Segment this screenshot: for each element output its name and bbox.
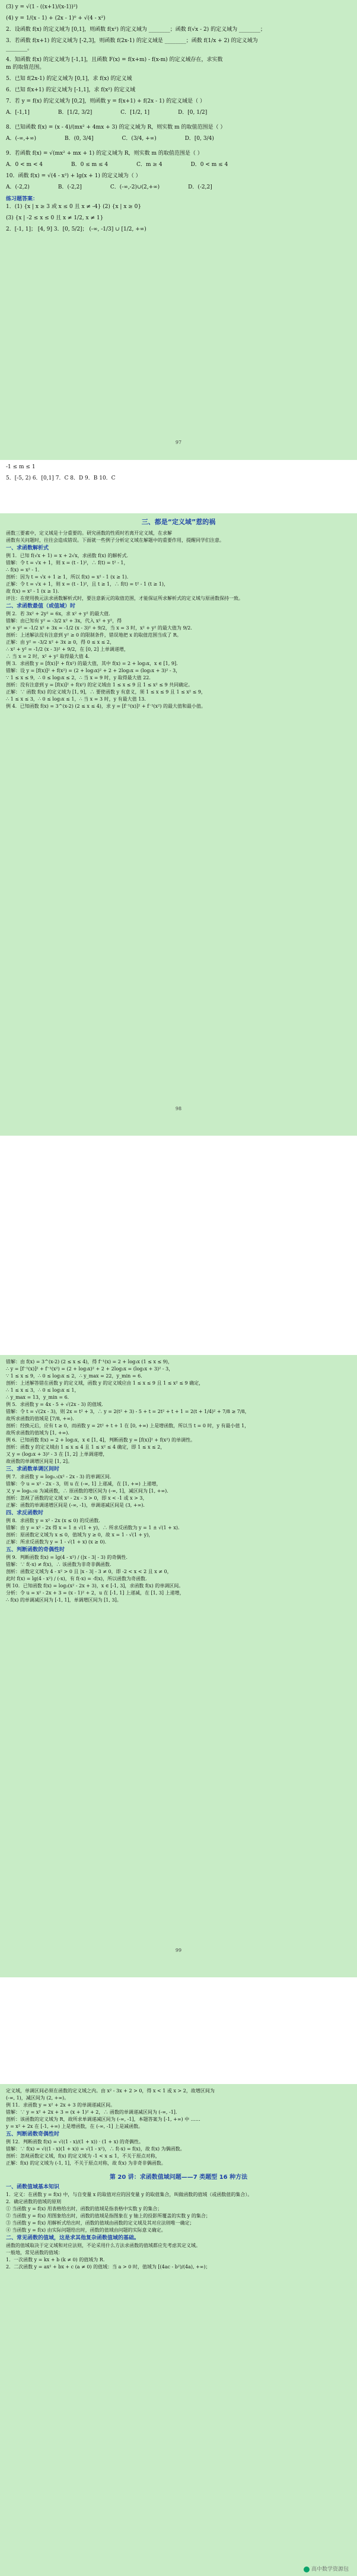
- page-2: [0, 460, 357, 513]
- text-line: ∴ x² + y² = -1/2 (x - 3)² + 9/2，在 [0, 2] 上单调递增，: [6, 647, 129, 652]
- text-line: 1．一次函数 y = kx + b (k ≠ 0) 的值域为 R.: [6, 2257, 105, 2262]
- option-d: D．[0, 3/4): [184, 136, 214, 142]
- option-b: B．[1/2, 3/2]: [58, 110, 93, 116]
- text-line: ④ 当函数 y = f(x) 由实际问题给出时，函数的值域由问题的实际意义确定。: [6, 2227, 166, 2233]
- text-line: 错解：∵ f(-x) ≠ f(x)，∴ 该函数为非奇非偶函数.: [6, 1562, 111, 1567]
- text-line: ∴ y = [f⁻¹(x)]² + f⁻¹(x²) = (2 + log₃x)² + 2 + 2log₃x = (log₃x + 3)² - 3，: [6, 1366, 174, 1372]
- text-line: 例 9．判断函数 f(x) = lg(4 - x²) / (|x - 3| - 3) 的奇偶性.: [6, 1555, 128, 1560]
- text-line: 正解：令 t = √x + 1，则 x = (t - 1)²，且 t ≥ 1，∴ f(t) = t² - 1 (t ≥ 1)，: [6, 581, 168, 587]
- text-line: 例 3．求函数 y = [f(x)]² + f(x²) 的最大值，其中 f(x) = 2 + log₃x，x ∈ [1, 9].: [6, 661, 178, 666]
- text-line: ∴ 1 ≤ x ≤ 3，∴ 0 ≤ log₃x ≤ 1，∴ 当 x = 3 时，y 有最大值 13.: [6, 696, 146, 702]
- text-line: 例 11．求函数 y = x² + 2x + 3 的单调递减区间。: [6, 2102, 116, 2108]
- text-line: 正解：∵ 函数 f(x) 的定义域为 [1, 9]，∴ 要使函数 y 有意义，须 1 ≤ x ≤ 9 且 1 ≤ x² ≤ 9，: [6, 689, 206, 695]
- text-line: 剖析：函数 y 的定义域由 1 ≤ x ≤ 4 且 1 ≤ x² ≤ 4 确定，即 1 ≤ x ≤ 2，: [6, 1444, 165, 1450]
- text-line: 函数三要素中，定义域是十分重要的。研究函数的性质时若离开定义域，在求解: [6, 530, 172, 536]
- text-line: m 的取值范围。: [6, 65, 45, 71]
- text-line: 剖析：因为 t = √x + 1 ≥ 1，所以 f(x) = x² - 1 (x ≥ 1).: [6, 574, 129, 580]
- option-a: A．[-1,1]: [6, 110, 30, 116]
- text-line: ∴ y_max = 13，y_min = 6.: [6, 1395, 69, 1400]
- text-line: 剖析：上述解法没有注意到 y² ≥ 0 的限制条件，错误地把 x 的取值范围当成了 R。: [6, 632, 181, 638]
- text-line: ∴ 1 ≤ x ≤ 3，∴ 0 ≤ log₃x ≤ 1，: [6, 1388, 79, 1393]
- subheading: 四、求反函数时: [6, 1510, 44, 1516]
- section-heading: 三、都是“定义域”惹的祸: [141, 518, 216, 526]
- text-line: 又 y = log₀.₅u 为减函数，∴ 原函数的增区间为 (-∞, 1]，减区间为 [1, +∞).: [6, 1488, 168, 1494]
- text-line: 评注：在使用换元法求函数解析式时，要注意新元的取值范围，才能保证所求解析式的定义域与原函数保持一致。: [6, 596, 243, 601]
- text-line: ∴ f(x) = x² - 1.: [6, 567, 40, 573]
- text-line: 5．已知 f(2x-1) 的定义域为 [0,1]，求 f(x) 的定义域: [6, 76, 132, 82]
- text-line: 函数的值域取决于定义域和对应法则，不论采用什么方法求函数的值域都应先考虑其定义域。: [6, 2243, 200, 2248]
- text-line: 正解：由 y² = -3/2 x² + 3x ≥ 0，得 0 ≤ x ≤ 2，: [6, 640, 114, 645]
- text-line: 2．二次函数 y = ax² + bx + c (a ≠ 0) 的值域：当 a > 0 时，值域为 [(4ac - b²)/(4a), +∞)；: [6, 2264, 211, 2270]
- text-line: 错解：由已知有 y² = -3/2 x² + 3x，代入 x² + y²，得: [6, 618, 122, 624]
- option-c: C．m ≥ 4: [136, 162, 162, 168]
- text-line: 10．函数 f(x) = √(4 - x²) + lg(x + 1) 的定义域为（ ）: [6, 173, 141, 179]
- text-line: y = x² + 2x 在 [-1, +∞) 上是增函数，在 (-∞, -1] 上是减函数。: [6, 2124, 144, 2129]
- text-line: 例 7．求函数 y = log₀.₅(x² - 2x - 3) 的单调区间．: [6, 1474, 114, 1479]
- page-3: [0, 1355, 357, 1977]
- option-b: B．(-2,2]: [58, 184, 82, 190]
- q9-options: [6, 161, 351, 169]
- text-line: 例 12．判断函数 f(x) = √((1 - x)/(1 + x)) · (1 + x) 的奇偶性。: [6, 2139, 144, 2144]
- text-line: 5．[-5, 2) 6．[0,1] 7．C 8．D 9．B 10．C: [6, 475, 116, 481]
- subheading: 一、函数值域基本知识: [6, 2184, 60, 2190]
- text-line: ③ 当函数 y = f(x) 用解析式给出时，函数的值域由函数的定义域及其对应法则唯一确定；: [6, 2220, 195, 2226]
- text-line: (3) y = √(1 - ((x+1)/(x-1))²): [6, 4, 78, 10]
- text-line: 剖析：函数定义域为 4 - x² > 0 且 |x - 3| - 3 ≠ 0，即 -2 < x < 2 且 x ≠ 0，: [6, 1569, 172, 1574]
- page-number: 98: [175, 1106, 182, 1111]
- watermark: [304, 2565, 349, 2572]
- text-line: 剖析：经换元后，应有 t ≥ 0，而函数 y = 2t² + t + 1 在 [0, +∞) 上是增函数，所以当 t = 0 时，y 有最小值 1，: [6, 1423, 250, 1428]
- subheading: 五、判断函数奇偶性时: [6, 2131, 60, 2137]
- option-d: D．0 < m ≤ 4: [190, 162, 228, 168]
- text-line: 例 5．求函数 y = 4x - 5 + √(2x - 3) 的值域．: [6, 1402, 107, 1407]
- text-line: 2．确定函数的值域的原则: [6, 2199, 62, 2204]
- text-line: 正解：函数的单调递增区间是 (-∞, -1)，单调递减区间是 (3, +∞).: [6, 1503, 145, 1508]
- option-b: B．0 ≤ m ≤ 4: [71, 162, 109, 168]
- text-line: 例 10．已知函数 f(x) = log₂(x² - 2x + 3)，x ∈ [-1, 3]，求函数 f(x) 的单调区间。: [6, 1583, 184, 1589]
- page-2-body: [0, 513, 357, 1136]
- text-line: ∵ 1 ≤ x ≤ 9，∴ 0 ≤ log₃x ≤ 2，∴ y_max = 22，y_min = 6.: [6, 1373, 142, 1379]
- page-1: [0, 0, 357, 460]
- text-line: 一般地，常见函数的值域：: [6, 2250, 63, 2255]
- page-gap: [0, 1136, 357, 1355]
- text-line: (4) y = 1/(x - 1) + (2x - 1)⁰ + √(4 - x²): [6, 15, 106, 21]
- text-line: 例 4．已知函数 f(x) = 3^(x-2) (2 ≤ x ≤ 4)，求 y = [f⁻¹(x)]² + f⁻¹(x²) 的最大值和最小值。: [6, 704, 206, 709]
- option-c: C．(-∞,-2)∪(2,+∞): [110, 184, 160, 190]
- text-line: 函数有关问题时，往往会造成错误。下面就一些例子分析定义域在解题中的重要作用，提醒同学们注意。: [6, 538, 224, 543]
- option-c: C．(3/4, +∞): [122, 136, 157, 142]
- text-line: ② 当函数 y = f(x) 用图象给出时，函数的值域是指图象在 y 轴上的投影所覆盖的实数 y 的集合；: [6, 2213, 211, 2219]
- text-line: 9．若函数 f(x) = √(mx² + mx + 1) 的定义域为 R，则实数 m 的取值范围是（ ）: [6, 151, 203, 156]
- subheading: 三、求函数单调区间时: [6, 1466, 60, 1472]
- text-line: 剖析：原函数定义域为 x ≤ 0，值域为 y ≥ 0，故 x = 1 - √(1 + y)，: [6, 1532, 154, 1538]
- text-line: (-∞, 1)，减区间为 (2, +∞)。: [6, 2095, 69, 2101]
- answer-line: (3) {x | -2 ≤ x ≤ 0 且 x ≠ 1/2, x ≠ 1}: [6, 215, 104, 221]
- text-line: x² + y² = -1/2 x² + 3x = -1/2 (x - 3)² + 9/2，当 x = 3 时，x² + y² 的最大值为 9/2.: [6, 625, 192, 631]
- page-number: 99: [175, 1948, 182, 1953]
- text-line: 例 6．已知函数 f(x) = 2 + log₂x，x ∈ [1, 4]，判断函数 y = [f(x)]² + f(x²) 的单调性。: [6, 1437, 196, 1443]
- text-line: 错解：令 t = √x + 1，则 x = (t - 1)²，∴ f(t) = t² - 1，: [6, 560, 129, 565]
- text-line: ∴ f(x) 的单调减区间为 [-1, 1]，单调增区间为 [1, 3]。: [6, 1597, 122, 1603]
- text-line: 7．若 y = f(x) 的定义域为 [0,2]，则函数 y = f(x+1) + f(2x - 1) 的定义域是（ ）: [6, 98, 205, 104]
- q10-options: [6, 184, 351, 191]
- text-line: 错解：∵ f(x) = √((1 - x)(1 + x)) = √(1 - x²)，∴ f(-x) = f(x)，故 f(x) 为偶函数。: [6, 2146, 185, 2152]
- text-line: 剖析：上述解答错在函数 y 的定义域，函数 y 的定义域应由 1 ≤ x ≤ 9 且 1 ≤ x² ≤ 9 确定，: [6, 1380, 204, 1386]
- text-line: 错解：由 y = x² - 2x 得 x = 1 ± √(1 + y)，∴ 所求反函数为 y = 1 ± √(1 + x).: [6, 1525, 180, 1530]
- page-gap: [0, 1977, 357, 2084]
- text-line: 8．已知函数 f(x) = (x - 4)/(mx² + 4mx + 3) 的定义域为 R，则实数 m 的取值范围是（ ）: [6, 124, 226, 130]
- subheading: 二、求函数最值（或值域）时: [6, 603, 76, 609]
- text-line: 剖析：忽视了函数的定义域 x² - 2x - 3 > 0，即 x < -1 或 x > 3，: [6, 1495, 148, 1501]
- text-line: -1 ≤ m ≤ 1: [6, 464, 36, 470]
- subheading: 五、判断函数的奇偶性时: [6, 1547, 65, 1553]
- text-line: 此时 f(x) = lg(4 - x²) / (-x)，有 f(-x) = -f(x)，所以函数为奇函数.: [6, 1576, 147, 1581]
- option-d: D．(-2,2]: [188, 184, 212, 190]
- option-b: B．(0, 3/4]: [64, 136, 94, 142]
- watermark-text: 高中数学资源包: [311, 2567, 349, 2572]
- answers-title: 练习题答案：: [6, 196, 39, 202]
- text-line: 1．定义：在函数 y = f(x) 中，与自变量 x 的取值对应的因变量 y 的取值集合，叫做函数的值域（或函数值的集合）。: [6, 2192, 253, 2197]
- lecture-title: 第 20 讲：求函数值域问题——7 类题型 16 种方法: [109, 2174, 248, 2181]
- text-line: 故所求函数的值域是 [7/8, +∞).: [6, 1416, 74, 1421]
- text-line: 又 y = (log₂x + 3)² - 3 在 [1, 2] 上单调递增，: [6, 1452, 108, 1457]
- text-line: 剖析：该函数的定义域为 R，故所求单调递减区间为 (-∞, -1]，本题答案为 [-1, +∞) 中 ……: [6, 2117, 200, 2122]
- text-line: 6．已知 f(x+1) 的定义域为 [-1,1]，求 f(x²) 的定义域: [6, 87, 136, 93]
- option-a: A．(-∞,+∞): [6, 136, 36, 142]
- text-line: 故所求函数的值域为 [1, +∞).: [6, 1430, 69, 1436]
- text-line: 正解：所求反函数为 y = 1 - √(1 + x) (x ≥ 0).: [6, 1539, 107, 1545]
- subheading: 二、常见函数的值域，这是求其他复杂函数值域的基础。: [6, 2235, 140, 2241]
- text-line: ① 当函数 y = f(x) 用表格给出时，函数的值域是指表格中实数 y 的集合；: [6, 2206, 162, 2211]
- text-line: 故函数的单调增区间是 [1, 2]。: [6, 1459, 73, 1464]
- page-number: 97: [175, 440, 182, 445]
- text-line: 例 1．已知 f(√x + 1) = x + 2√x，求函数 f(x) 的解析式．: [6, 553, 132, 558]
- q7-options: [6, 109, 351, 117]
- answer-line: 1．(1) {x | x ≥ 3 或 x ≤ 0 且 x ≠ -4} (2) {x | x ≥ 0}: [6, 204, 142, 210]
- option-a: A．(-2,2): [6, 184, 30, 190]
- text-line: 4．知函数 f(x) 的定义域为 [-1,1]，且函数 F(x) = f(x+m) - f(x-m) 的定义域存在，求实数: [6, 57, 223, 63]
- subheading: 一、求函数解析式: [6, 545, 49, 551]
- option-c: C．[1/2, 1]: [120, 110, 150, 116]
- text-line: 定义域，单调区间必须在函数的定义域之内。由 x² - 3x + 2 > 0，得 x < 1 或 x > 2，故增区间为: [6, 2088, 215, 2094]
- text-line: 错解：∵ y = x² + 2x + 3 = (x + 1)² + 2，∴ 函数的单调递减区间为 (-∞, -1].: [6, 2110, 177, 2115]
- text-line: 分析：令 u = x² - 2x + 3 = (x - 1)² + 2，u 在 [-1, 1] 上递减，在 [1, 3] 上递增，: [6, 1590, 184, 1596]
- text-line: ∵ 1 ≤ x ≤ 9，∴ 0 ≤ log₃x ≤ 2，∴ 当 x = 9 时，y 取得最大值 22.: [6, 675, 151, 680]
- text-line: 错解：设 y = [f(x)]² + f(x²) = (2 + log₃x)² + 2 + 2log₃x = (log₃x + 3)² - 3，: [6, 668, 181, 673]
- text-line: 2．设函数 f(x) 的定义域为 [0,1]，则函数 f(x²) 的定义域为 ________；函数 f(√x - 2) 的定义域为 ________；: [6, 27, 266, 33]
- text-line: 错解：由 f(x) = 3^(x-2) (2 ≤ x ≤ 4)，得 f⁻¹(x) = 2 + log₃x (1 ≤ x ≤ 9)，: [6, 1359, 173, 1364]
- text-line: 错解：令 u = x² - 2x - 3，则 u 在 (-∞, 1] 上递减，在 [1, +∞) 上递增，: [6, 1481, 161, 1487]
- text-line: 3．若函数 f(x+1) 的定义域为 [-2,3]，则函数 f(2x-1) 的定义域是 ________；函数 f(1/x + 2) 的定义域为: [6, 38, 258, 44]
- option-d: D．[0, 1/2]: [178, 110, 208, 116]
- wechat-icon: [304, 2567, 310, 2572]
- page-4: [0, 2084, 357, 2576]
- text-line: 例 8．求函数 y = x² - 2x (x ≤ 0) 的反函数.: [6, 1518, 100, 1523]
- answer-line: 2．[-1, 1]； [4, 9] 3．[0, 5/2]； (-∞, -1/3] ∪ [1/2, +∞): [6, 226, 146, 232]
- q8-options: [6, 135, 351, 143]
- text-line: 剖析：忽视函数定义域，f(x) 的定义域为 -1 < x ≤ 1，不关于原点对称，: [6, 2153, 160, 2159]
- text-line: 例 2．若 3x² + 2y² = 6x，求 x² + y² 的最大值．: [6, 611, 114, 616]
- text-line: ________。: [6, 46, 33, 52]
- text-line: ∴ 当 x = 2 时，x² + y² 取得最大值 4.: [6, 654, 90, 659]
- text-line: 错解：令 t = √(2x - 3)，则 2x = t² + 3，∴ y = 2(t² + 3) - 5 + t = 2t² + t + 1 = 2(t + 1/4)² + 7/8 ≥ 7/8，: [6, 1409, 250, 1414]
- text-line: 正解：f(x) 的定义域为 (-1, 1]，不关于原点对称，故 f(x) 为非奇非偶函数。: [6, 2160, 166, 2166]
- text-line: 剖析：没有注意到 y = [f(x)]² + f(x²) 的定义域由 1 ≤ x ≤ 9 且 1 ≤ x² ≤ 9 共同确定。: [6, 682, 193, 688]
- text-line: 故 f(x) = x² - 1 (x ≥ 1).: [6, 589, 59, 594]
- option-a: A．0 < m < 4: [6, 162, 43, 168]
